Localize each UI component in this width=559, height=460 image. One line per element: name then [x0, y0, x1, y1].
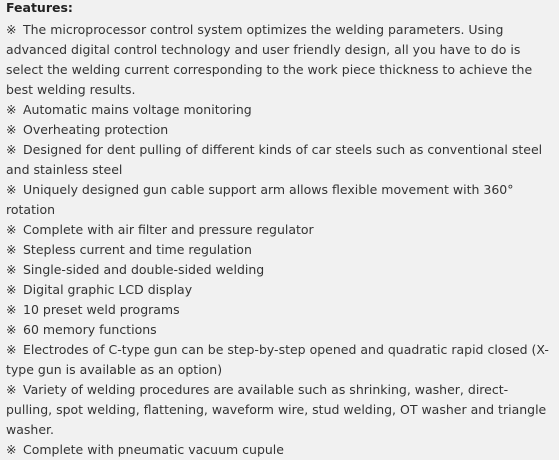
reference-mark-icon: ※ — [6, 182, 17, 197]
feature-text: Complete with air filter and pressure regulator — [23, 222, 314, 237]
reference-mark-icon: ※ — [6, 342, 17, 357]
feature-item — [6, 180, 551, 220]
feature-item — [6, 120, 551, 140]
feature-item — [6, 240, 551, 260]
reference-mark-icon: ※ — [6, 262, 17, 277]
feature-text: Digital graphic LCD display — [23, 282, 193, 297]
feature-text: 10 preset weld programs — [23, 302, 180, 317]
feature-text: Designed for dent pulling of different kinds of car steels such as conventional steel and stainless steel — [6, 142, 543, 177]
feature-text: Automatic mains voltage monitoring — [23, 102, 252, 117]
feature-text: Overheating protection — [23, 122, 169, 137]
reference-mark-icon: ※ — [6, 302, 17, 317]
feature-item — [6, 220, 551, 240]
reference-mark-icon: ※ — [6, 382, 17, 397]
reference-mark-icon: ※ — [6, 322, 17, 337]
features-heading: Features: — [6, 0, 73, 15]
feature-item — [6, 20, 551, 100]
reference-mark-icon: ※ — [6, 142, 17, 157]
feature-item — [6, 280, 551, 300]
feature-item — [6, 440, 551, 460]
feature-text: Complete with pneumatic vacuum cupule — [23, 442, 284, 457]
reference-mark-icon: ※ — [6, 442, 17, 457]
reference-mark-icon: ※ — [6, 222, 17, 237]
feature-text: Stepless current and time regulation — [23, 242, 252, 257]
feature-text: The microprocessor control system optimizes the welding parameters. Using advanced digital control technology and user friendly design, all you have to do is select the welding current corresponding to the work piece thickness to achieve the best welding results. — [6, 22, 533, 97]
features-list — [6, 20, 551, 460]
feature-item — [6, 380, 551, 440]
feature-item — [6, 260, 551, 280]
feature-item — [6, 100, 551, 120]
reference-mark-icon: ※ — [6, 122, 17, 137]
feature-item — [6, 140, 551, 180]
feature-text: Uniquely designed gun cable support arm allows flexible movement with 360° rotation — [6, 182, 514, 217]
reference-mark-icon: ※ — [6, 282, 17, 297]
reference-mark-icon: ※ — [6, 242, 17, 257]
reference-mark-icon: ※ — [6, 102, 17, 117]
feature-text: 60 memory functions — [23, 322, 157, 337]
feature-item — [6, 320, 551, 340]
feature-item — [6, 300, 551, 320]
reference-mark-icon: ※ — [6, 22, 17, 37]
feature-text: Variety of welding procedures are available such as shrinking, washer, direct-pulling, spot welding, flattening, waveform wire, stud welding, OT washer and triangle washer. — [6, 382, 547, 437]
feature-text: Electrodes of C-type gun can be step-by-step opened and quadratic rapid closed (X-type gun is available as an option) — [6, 342, 549, 377]
feature-text: Single-sided and double-sided welding — [23, 262, 265, 277]
feature-item — [6, 340, 551, 380]
